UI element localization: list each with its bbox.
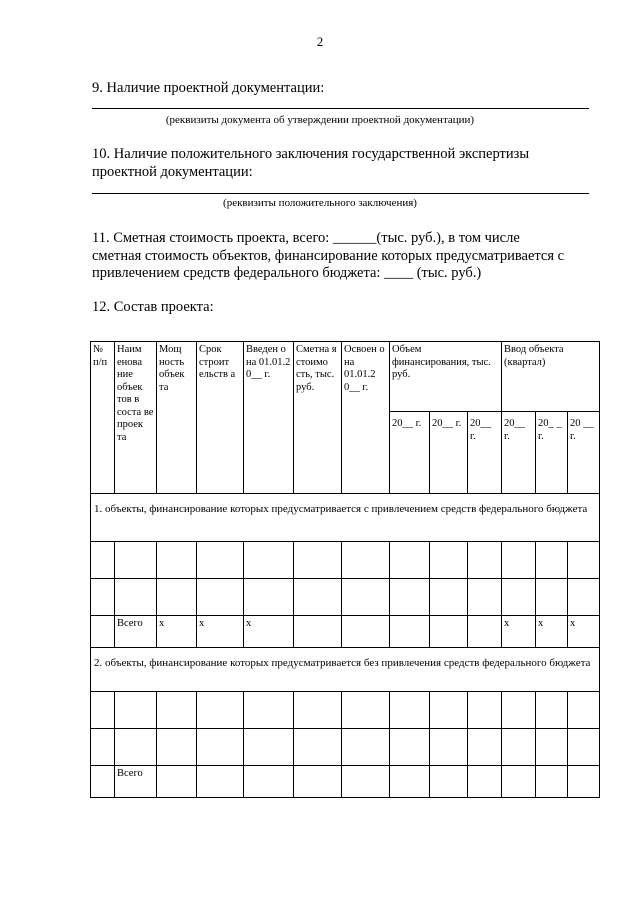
table-row [91,542,600,579]
header-funding-year-2: 20__ г. [430,412,468,494]
total-label: Всего [115,766,157,798]
header-commissioned: Введен о на 01.01.2 0__ г. [244,342,294,494]
item11-line3: привлечением средств федерального бюджета: ____ (тыс. руб.) [92,265,482,281]
project-composition-table [90,341,600,798]
x-mark: x [536,616,568,648]
header-estimate: Сметна я стоимо сть, тыс. руб. [294,342,342,494]
section-1-title: 1. объекты, финансирование которых предусматривается с привлечением средств федерального бюджета [91,494,600,542]
header-name: Наим енова ние объек тов в соста ве проек та [115,342,157,494]
table-row [91,729,600,766]
item12-text: 12. Состав проекта: [92,299,214,315]
item10-line1: 10. Наличие положительного заключения государственной экспертизы [92,146,530,162]
item11-line1: 11. Сметная стоимость проекта, всего: ______(тыс. руб.), в том числе [92,230,520,246]
header-capacity: Мощ ность объек та [157,342,197,494]
x-mark: x [502,616,536,648]
item9-text: 9. Наличие проектной документации: [92,80,325,96]
header-funding-year-1: 20__ г. [390,412,430,494]
header-funding-year-3: 20__ г. [468,412,502,494]
x-mark: x [568,616,600,648]
item10-blank-line [92,193,589,194]
section-2-title: 2. объекты, финансирование которых предусматривается без привлечения средств федерального бюджета [91,648,600,692]
header-launch-year-1: 20__ г. [502,412,536,494]
item9-hint: (реквизиты документа об утверждении проектной документации) [165,114,475,126]
header-funding: Объем финансирования, тыс. руб. [390,342,502,412]
item10-hint: (реквизиты положительного заключения) [223,197,417,209]
page-number: 2 [316,34,324,49]
x-mark: x [244,616,294,648]
x-mark: x [157,616,197,648]
item11-line2: сметная стоимость объектов, финансирование которых предусматривается с [92,248,565,264]
header-term: Срок строит ельств а [197,342,244,494]
header-launch: Ввод объекта (квартал) [502,342,600,412]
table-row [91,579,600,616]
section-2-total-row [91,766,600,798]
table-row [91,692,600,729]
x-mark: x [197,616,244,648]
header-num: № п/п [91,342,115,494]
total-label: Всего [115,616,157,648]
item9-blank-line [92,108,589,109]
header-launch-year-2: 20_ _ г. [536,412,568,494]
header-launch-year-3: 20 __ г. [568,412,600,494]
header-mastered: Освоен о на 01.01.2 0__ г. [342,342,390,494]
section-1-total-row [91,616,600,648]
item10-line2: проектной документации: [92,164,253,180]
